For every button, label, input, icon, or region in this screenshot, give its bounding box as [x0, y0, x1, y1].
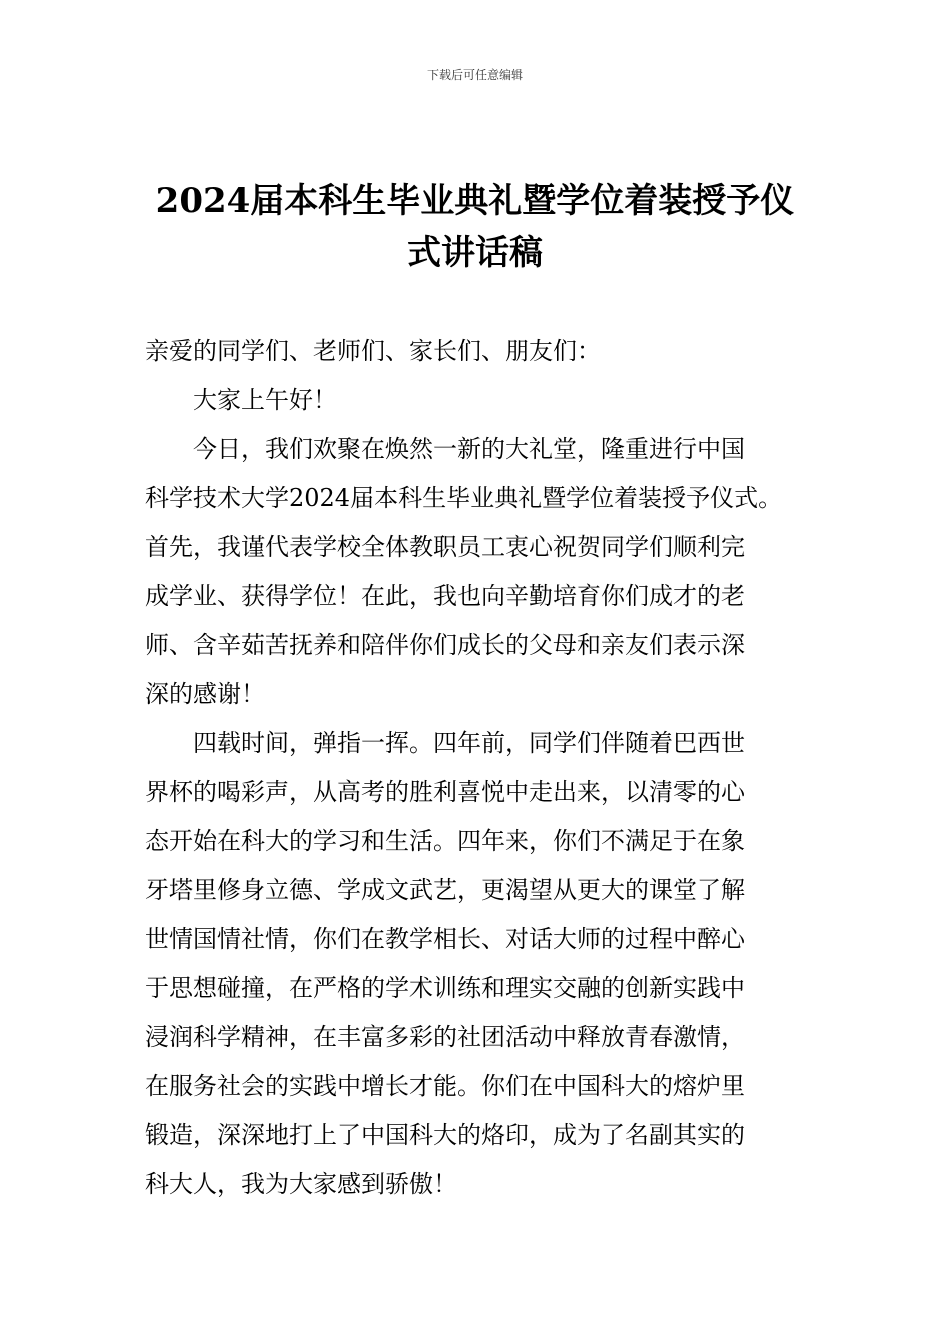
- header-note: 下载后可任意编辑: [426, 68, 523, 82]
- paragraph-2-line: 四载时间，弹指一挥。四年前，同学们伴随着巴西世: [193, 729, 745, 757]
- paragraph-2-line: 界杯的喝彩声，从高考的胜利喜悦中走出来，以清零的心: [145, 778, 745, 806]
- paragraph-1-line: 深的感谢！: [145, 680, 265, 708]
- paragraph-2-line: 科大人，我为大家感到骄傲！: [145, 1170, 457, 1198]
- document-title: [145, 175, 805, 279]
- paragraph-1: [145, 425, 825, 719]
- title-line-2: 式讲话稿: [407, 233, 543, 273]
- paragraph-2-line: 锻造，深深地打上了中国科大的烙印，成为了名副其实的: [145, 1121, 745, 1149]
- paragraph-1-line: 师、含辛茹苦抚养和陪伴你们成长的父母和亲友们表示深: [145, 631, 745, 659]
- paragraph-2-line: 世情国情社情，你们在教学相长、对话大师的过程中醉心: [145, 925, 745, 953]
- document-body: [145, 327, 825, 1209]
- paragraph-1-line: 今日，我们欢聚在焕然一新的大礼堂，隆重进行中国: [193, 435, 745, 463]
- paragraph-2-line: 在服务社会的实践中增长才能。你们在中国科大的熔炉里: [145, 1072, 745, 1100]
- paragraph-2: [145, 719, 825, 1209]
- paragraph-2-line: 于思想碰撞，在严格的学术训练和理实交融的创新实践中: [145, 974, 745, 1002]
- title-line-1: 2024届本科生毕业典礼暨学位着装授予仪: [155, 181, 795, 221]
- paragraph-1-line: 科学技术大学2024届本科生毕业典礼暨学位着装授予仪式。: [145, 484, 783, 512]
- paragraph-2-line: 浸润科学精神，在丰富多彩的社团活动中释放青春激情，: [145, 1023, 745, 1051]
- greeting: 大家上午好！: [193, 386, 337, 414]
- paragraph-1-line: 成学业、获得学位！在此，我也向辛勤培育你们成才的老: [145, 582, 745, 610]
- paragraph-2-line: 态开始在科大的学习和生活。四年来，你们不满足于在象: [145, 827, 745, 855]
- paragraph-2-line: 牙塔里修身立德、学成文武艺，更渴望从更大的课堂了解: [145, 876, 745, 904]
- salutation: 亲爱的同学们、老师们、家长们、朋友们：: [145, 337, 601, 365]
- paragraph-1-line: 首先，我谨代表学校全体教职员工衷心祝贺同学们顺利完: [145, 533, 745, 561]
